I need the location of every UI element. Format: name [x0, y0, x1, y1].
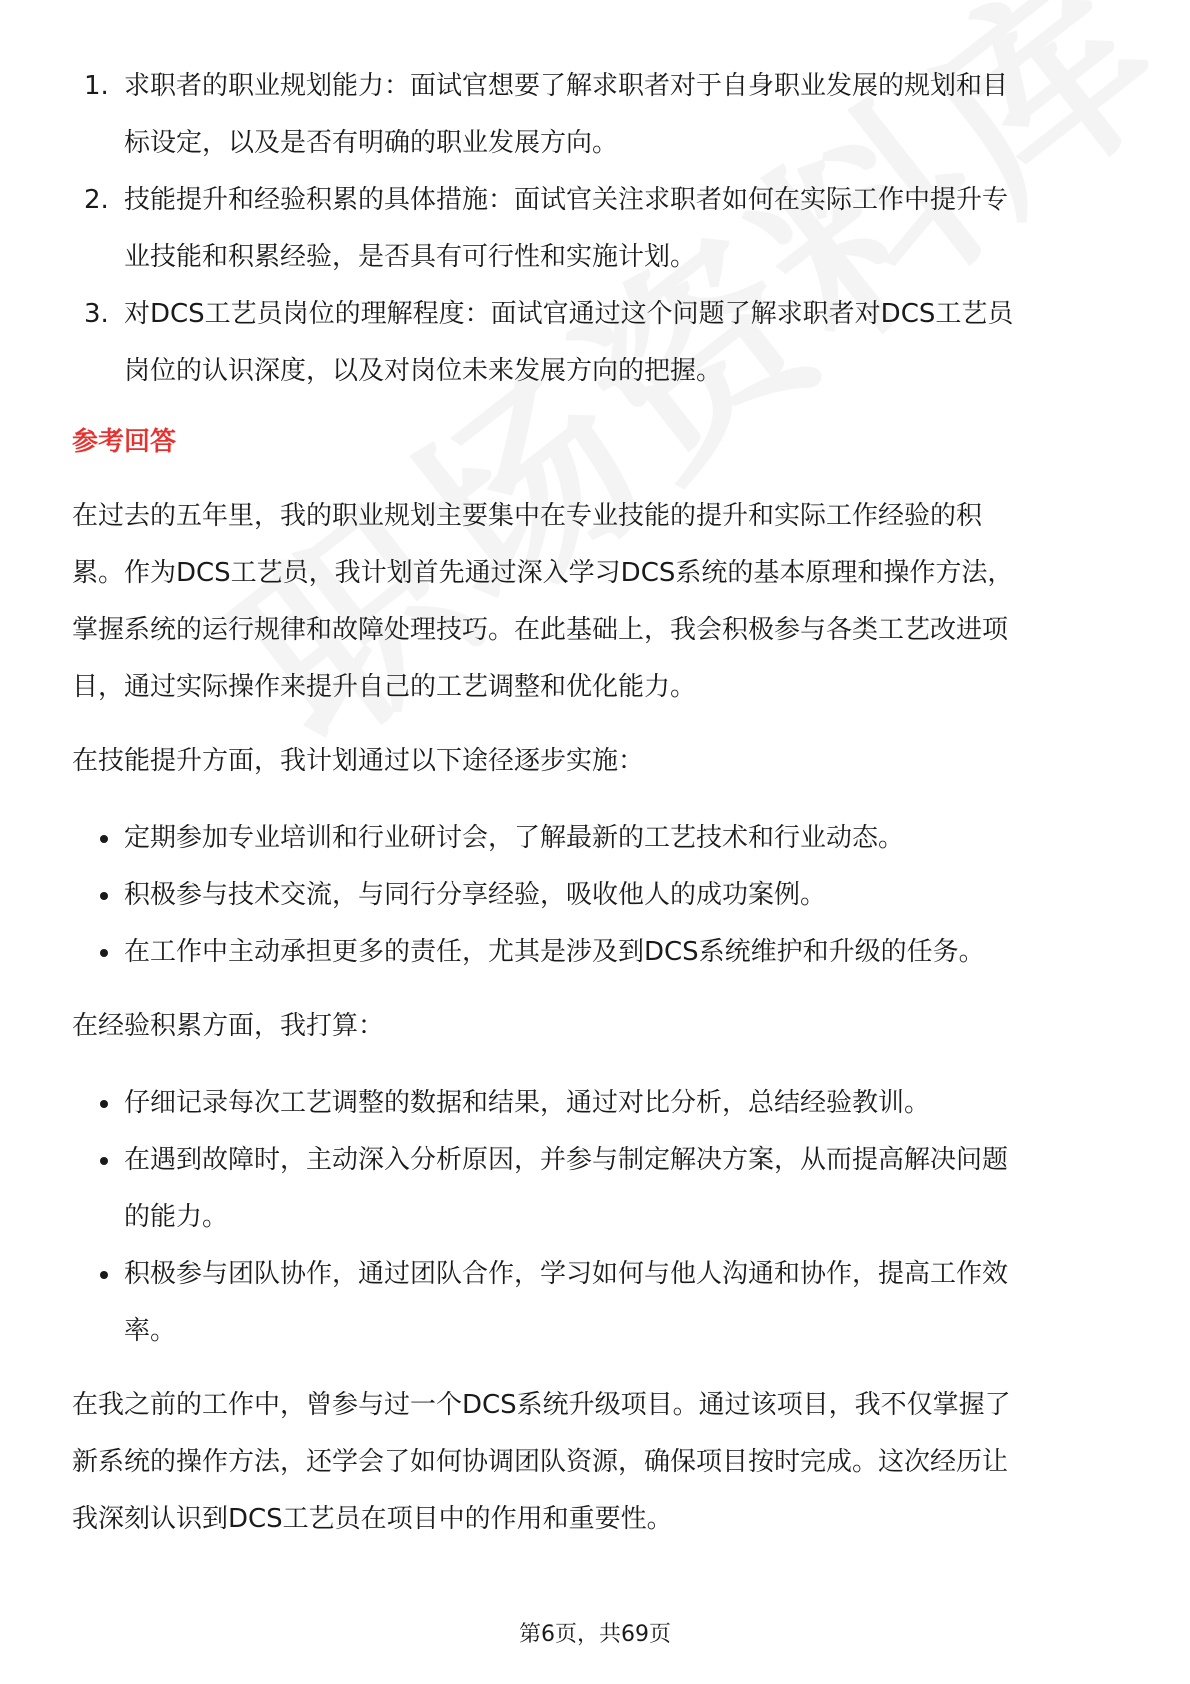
list-item — [72, 1075, 1118, 1132]
skills-list — [72, 810, 1118, 981]
text-line: 在经验积累方面，我打算： — [72, 1011, 385, 1041]
bullet-icon — [100, 1271, 108, 1279]
text-line: 掌握系统的运行规律和故障处理技巧。在此基础上，我会积极参与各类工艺改进项 — [72, 615, 1009, 645]
text-line: 岗位的认识深度，以及对岗位未来发展方向的把握。 — [124, 356, 723, 386]
text-line: 累。作为DCS工艺员，我计划首先通过深入学习DCS系统的基本原理和操作方法， — [72, 558, 1014, 588]
bullet-icon — [100, 1100, 108, 1108]
page-content — [72, 58, 1118, 1548]
list-number: 1. — [84, 71, 109, 101]
text-line: 在工作中主动承担更多的责任，尤其是涉及到DCS系统维护和升级的任务。 — [124, 937, 985, 967]
experience-list — [72, 1075, 1118, 1360]
text-line: 在技能提升方面，我计划通过以下途径逐步实施： — [72, 746, 645, 776]
text-line: 在过去的五年里，我的职业规划主要集中在专业技能的提升和实际工作经验的积 — [72, 501, 983, 531]
text-line: 业技能和积累经验，是否具有可行性和实施计划。 — [124, 242, 697, 272]
list-item — [72, 1246, 1118, 1360]
skills-intro-paragraph — [72, 733, 1118, 790]
bullet-icon — [100, 892, 108, 900]
text-line: 在我之前的工作中，曾参与过一个DCS系统升级项目。通过该项目，我不仅掌握了 — [72, 1390, 1011, 1420]
assessment-criteria-list — [72, 58, 1118, 400]
text-line: 对DCS工艺员岗位的理解程度：面试官通过这个问题了解求职者对DCS工艺员 — [124, 299, 1014, 329]
list-number: 2. — [84, 185, 109, 215]
list-item — [72, 1132, 1118, 1246]
intro-paragraph — [72, 488, 1118, 716]
bullet-icon — [100, 949, 108, 957]
list-item — [72, 924, 1118, 981]
text-line: 率。 — [124, 1316, 177, 1346]
text-line: 仔细记录每次工艺调整的数据和结果，通过对比分析，总结经验教训。 — [124, 1088, 931, 1118]
bullet-icon — [100, 835, 108, 843]
list-item — [72, 810, 1118, 867]
text-line: 积极参与团队协作，通过团队合作，学习如何与他人沟通和协作，提高工作效 — [124, 1259, 1009, 1289]
text-line: 我深刻认识到DCS工艺员在项目中的作用和重要性。 — [72, 1504, 673, 1534]
list-item — [72, 58, 1118, 172]
list-item — [72, 867, 1118, 924]
text-line: 的能力。 — [124, 1202, 229, 1232]
text-line: 技能提升和经验积累的具体措施：面试官关注求职者如何在实际工作中提升专 — [124, 185, 1009, 215]
text-line: 求职者的职业规划能力：面试官想要了解求职者对于自身职业发展的规划和目 — [124, 71, 1009, 101]
text-line: 目，通过实际操作来提升自己的工艺调整和优化能力。 — [72, 672, 697, 702]
text-line: 标设定，以及是否有明确的职业发展方向。 — [124, 128, 619, 158]
bullet-icon — [100, 1157, 108, 1165]
answer-heading: 参考回答 — [72, 427, 177, 457]
page-number: 第6页，共69页 — [519, 1622, 671, 1647]
text-line: 在遇到故障时，主动深入分析原因，并参与制定解决方案，从而提高解决问题 — [124, 1145, 1009, 1175]
list-item — [72, 172, 1118, 286]
text-line: 新系统的操作方法，还学会了如何协调团队资源，确保项目按时完成。这次经历让 — [72, 1447, 1009, 1477]
closing-paragraph — [72, 1377, 1118, 1548]
text-line: 积极参与技术交流，与同行分享经验，吸收他人的成功案例。 — [124, 880, 827, 910]
experience-intro-paragraph — [72, 998, 1118, 1055]
list-number: 3. — [84, 299, 109, 329]
text-line: 定期参加专业培训和行业研讨会，了解最新的工艺技术和行业动态。 — [124, 823, 905, 853]
list-item — [72, 286, 1118, 400]
